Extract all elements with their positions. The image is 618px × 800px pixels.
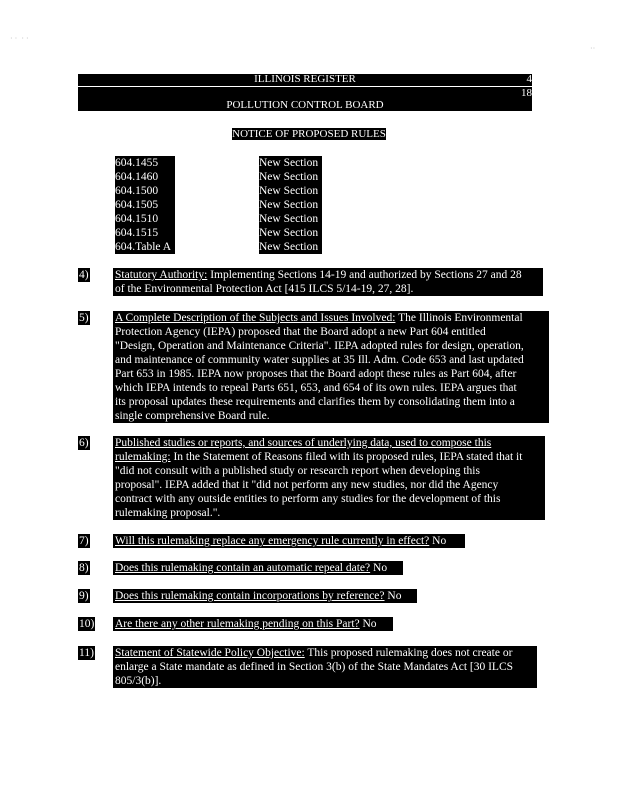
item-text-line: "did not consult with a published study or research report when developing this xyxy=(115,465,480,477)
notice-title xyxy=(0,128,618,140)
item-number: 11) xyxy=(79,647,94,659)
item-text-line: Are there any other rulemaking pending on this Part? No xyxy=(115,618,377,630)
item-text-line: proposal". IEPA added that it "did not perform any new studies, nor did the Agency xyxy=(115,479,499,491)
section-number: 604.1500 xyxy=(115,184,175,198)
item-text-line: which IEPA intends to repeal Parts 651, 653, and 654 of its own rules. IEPA argues that xyxy=(115,382,517,394)
section-number: 604.1505 xyxy=(115,198,175,212)
item-text-line: Part 653 in 1985. IEPA now proposes that the Board adopt these rules as Part 604, after xyxy=(115,368,517,380)
section-number: 604.Table A xyxy=(115,240,175,254)
item-text-line: Protection Agency (IEPA) proposed that the Board adopt a new Part 604 entitled xyxy=(115,326,486,338)
section-number: 604.1455 xyxy=(115,156,175,170)
item-text-line: its proposal updates these requirements and clarifies them by consolidating them into a xyxy=(115,396,515,408)
section-number: 604.1460 xyxy=(115,170,175,184)
section-action: New Section xyxy=(259,170,322,184)
header-bar-2 xyxy=(78,87,532,111)
section-action: New Section xyxy=(259,226,322,240)
page-number: 4 xyxy=(526,73,532,85)
item-text-line: Statement of Statewide Policy Objective: This proposed rulemaking does not create or xyxy=(115,647,513,659)
item-number: 8) xyxy=(79,562,89,574)
notice-title-text: NOTICE OF PROPOSED RULES xyxy=(232,128,386,140)
section-number: 604.1515 xyxy=(115,226,175,240)
section-action: New Section xyxy=(259,240,322,254)
board-title: POLLUTION CONTROL BOARD xyxy=(226,99,384,111)
item-text-line: Statutory Authority: Implementing Sections 14-19 and authorized by Sections 27 and 28 xyxy=(115,269,522,281)
item-number: 5) xyxy=(79,312,89,324)
item-number: 6) xyxy=(79,437,89,449)
scan-speck: ·· xyxy=(590,44,596,53)
item-text-block xyxy=(113,617,393,631)
item-text-line: Will this rulemaking replace any emergency rule currently in effect? No xyxy=(115,535,447,547)
item-text-line: contract with any outside entities to perform any studies for the development of this xyxy=(115,493,501,505)
item-text-block xyxy=(113,534,465,548)
item-number: 4) xyxy=(79,269,89,281)
item-text-line: rulemaking: In the Statement of Reasons filed with its proposed rules, IEPA stated that it xyxy=(115,451,523,463)
item-text-block xyxy=(113,436,545,520)
item-number: 10) xyxy=(79,618,95,630)
item-number: 9) xyxy=(79,590,89,602)
item-text-line: and maintenance of community water supplies at 35 Ill. Adm. Code 653 and last updated xyxy=(115,354,524,366)
register-title: ILLINOIS REGISTER xyxy=(254,73,356,85)
item-text-block xyxy=(113,646,537,688)
item-number: 7) xyxy=(79,535,89,547)
item-text-block xyxy=(113,268,543,296)
item-text-block xyxy=(113,311,549,423)
section-action: New Section xyxy=(259,198,322,212)
header-bar-1 xyxy=(78,74,532,86)
item-text-line: enlarge a State mandate as defined in Section 3(b) of the State Mandates Act [30 ILCS xyxy=(115,661,514,673)
item-text-line: Published studies or reports, and sources of underlying data, used to compose this xyxy=(115,437,492,449)
section-action: New Section xyxy=(259,212,322,226)
scan-speck: · · · · xyxy=(10,34,29,43)
item-text-line: Does this rulemaking contain incorporations by reference? No xyxy=(115,590,402,602)
section-action: New Section xyxy=(259,184,322,198)
item-text-line: A Complete Description of the Subjects and Issues Involved: The Illinois Environmental xyxy=(115,312,523,324)
section-number: 604.1510 xyxy=(115,212,175,226)
section-action: New Section xyxy=(259,156,322,170)
item-text-line: of the Environmental Protection Act [415 ILCS 5/14-19, 27, 28]. xyxy=(115,283,414,295)
item-text-block xyxy=(113,589,417,603)
item-text-line: rulemaking proposal.". xyxy=(115,507,221,519)
item-text-line: Does this rulemaking contain an automatic repeal date? No xyxy=(115,562,388,574)
volume-number: 18 xyxy=(521,87,532,99)
item-text-line: "Design, Operation and Maintenance Criteria". IEPA adopted rules for design, operation, xyxy=(115,340,524,352)
item-text-block xyxy=(113,561,403,575)
item-text-line: 805/3(b)]. xyxy=(115,675,162,687)
item-text-line: single comprehensive Board rule. xyxy=(115,410,270,422)
